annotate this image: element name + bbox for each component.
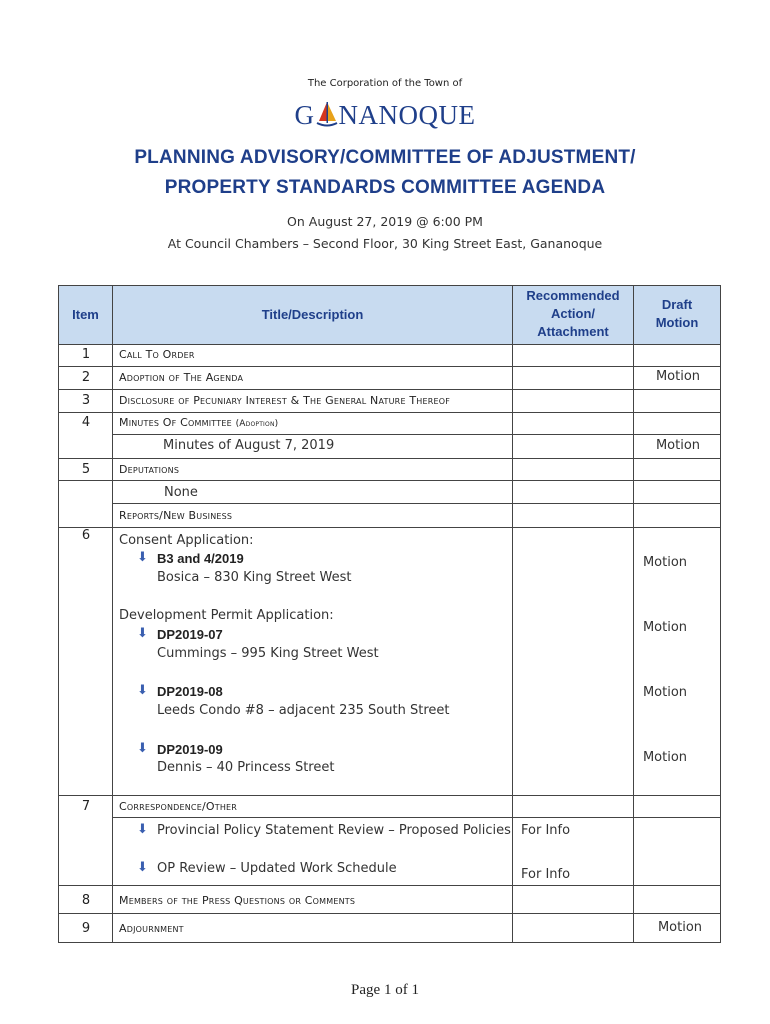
header-draft-motion [634, 296, 720, 332]
row-9-title: Adjournment [119, 922, 184, 935]
header-draft-line1: Draft [661, 297, 693, 312]
logo-text-left: G [294, 100, 315, 130]
pps-review-item: Provincial Policy Statement Review – Proposed Policies [157, 823, 511, 838]
row-7-title: Correspondence/Other [119, 800, 238, 813]
op-review-action: For Info [521, 867, 571, 882]
row-9-motion: Motion [657, 920, 703, 935]
row-4-number: 4 [81, 415, 91, 430]
row-4-title-suffix: (Adoption) [235, 419, 279, 429]
b3-description: Bosica – 830 King Street West [157, 570, 352, 585]
row-4-minutes: Minutes of August 7, 2019 [163, 438, 335, 453]
down-arrow-icon: ⬇ [137, 550, 148, 565]
consent-application-label: Consent Application: [119, 533, 254, 548]
row-4-title [119, 416, 278, 429]
dp2019-07-motion: Motion [642, 620, 688, 635]
dp2019-07-number: DP2019-07 [157, 627, 223, 642]
header-title-description: Title/Description [261, 307, 364, 322]
header-recommended-action [513, 287, 633, 341]
down-arrow-icon: ⬇ [137, 683, 148, 698]
row-8-title: Members of the Press Questions or Comments [119, 894, 356, 907]
row-6-title: Reports/New Business [119, 509, 233, 522]
header-action-line1: Recommended [526, 288, 620, 303]
row-5-title: Deputations [119, 463, 180, 476]
row-2-motion: Motion [655, 369, 701, 384]
pps-review-action: For Info [521, 823, 571, 838]
row-1-title: Call To Order [119, 348, 195, 361]
row-8-number: 8 [81, 893, 91, 908]
down-arrow-icon: ⬇ [137, 822, 148, 837]
row-2-title: Adoption of The Agenda [119, 371, 244, 384]
row-4-title-text: Minutes Of Committee [119, 416, 232, 429]
development-permit-label: Development Permit Application: [119, 608, 334, 623]
sailboat-flag-icon [316, 101, 338, 134]
header-item: Item [72, 307, 99, 322]
row-7-number: 7 [81, 799, 91, 814]
row-6-number: 6 [81, 528, 91, 543]
header-draft-line2: Motion [655, 315, 699, 330]
dp2019-09-description: Dennis – 40 Princess Street [157, 760, 335, 775]
header-action-line2: Action/ [550, 306, 596, 321]
b3-application-number: B3 and 4/2019 [157, 551, 244, 566]
row-3-title: Disclosure of Pecuniary Interest & The General Nature Thereof [119, 394, 451, 407]
row-5-none: None [164, 485, 198, 500]
page-number: Page 1 of 1 [351, 982, 419, 998]
down-arrow-icon: ⬇ [137, 860, 148, 875]
meeting-date: On August 27, 2019 @ 6:00 PM [287, 214, 483, 229]
agenda-title-line1: PLANNING ADVISORY/COMMITTEE OF ADJUSTMENT/ [134, 147, 636, 168]
row-9-number: 9 [81, 921, 91, 936]
dp2019-08-motion: Motion [642, 685, 688, 700]
b3-motion: Motion [642, 555, 688, 570]
town-logo [0, 100, 770, 134]
dp2019-08-number: DP2019-08 [157, 684, 223, 699]
meeting-location: At Council Chambers – Second Floor, 30 King Street East, Gananoque [167, 236, 603, 251]
down-arrow-icon: ⬇ [137, 626, 148, 641]
dp2019-08-description: Leeds Condo #8 – adjacent 235 South Street [157, 703, 450, 718]
dp2019-09-motion: Motion [642, 750, 688, 765]
logo-text-right: NANOQUE [338, 100, 476, 130]
agenda-title-line2: PROPERTY STANDARDS COMMITTEE AGENDA [164, 177, 606, 198]
down-arrow-icon: ⬇ [137, 741, 148, 756]
op-review-item: OP Review – Updated Work Schedule [157, 861, 397, 876]
dp2019-09-number: DP2019-09 [157, 742, 223, 757]
header-action-line3: Attachment [537, 324, 609, 339]
row-4-motion: Motion [655, 438, 701, 453]
corporation-line: The Corporation of the Town of [307, 78, 463, 89]
row-5-number: 5 [81, 462, 91, 477]
row-1-number: 1 [81, 347, 91, 362]
dp2019-07-description: Cummings – 995 King Street West [157, 646, 379, 661]
row-2-number: 2 [81, 370, 91, 385]
row-3-number: 3 [81, 393, 91, 408]
